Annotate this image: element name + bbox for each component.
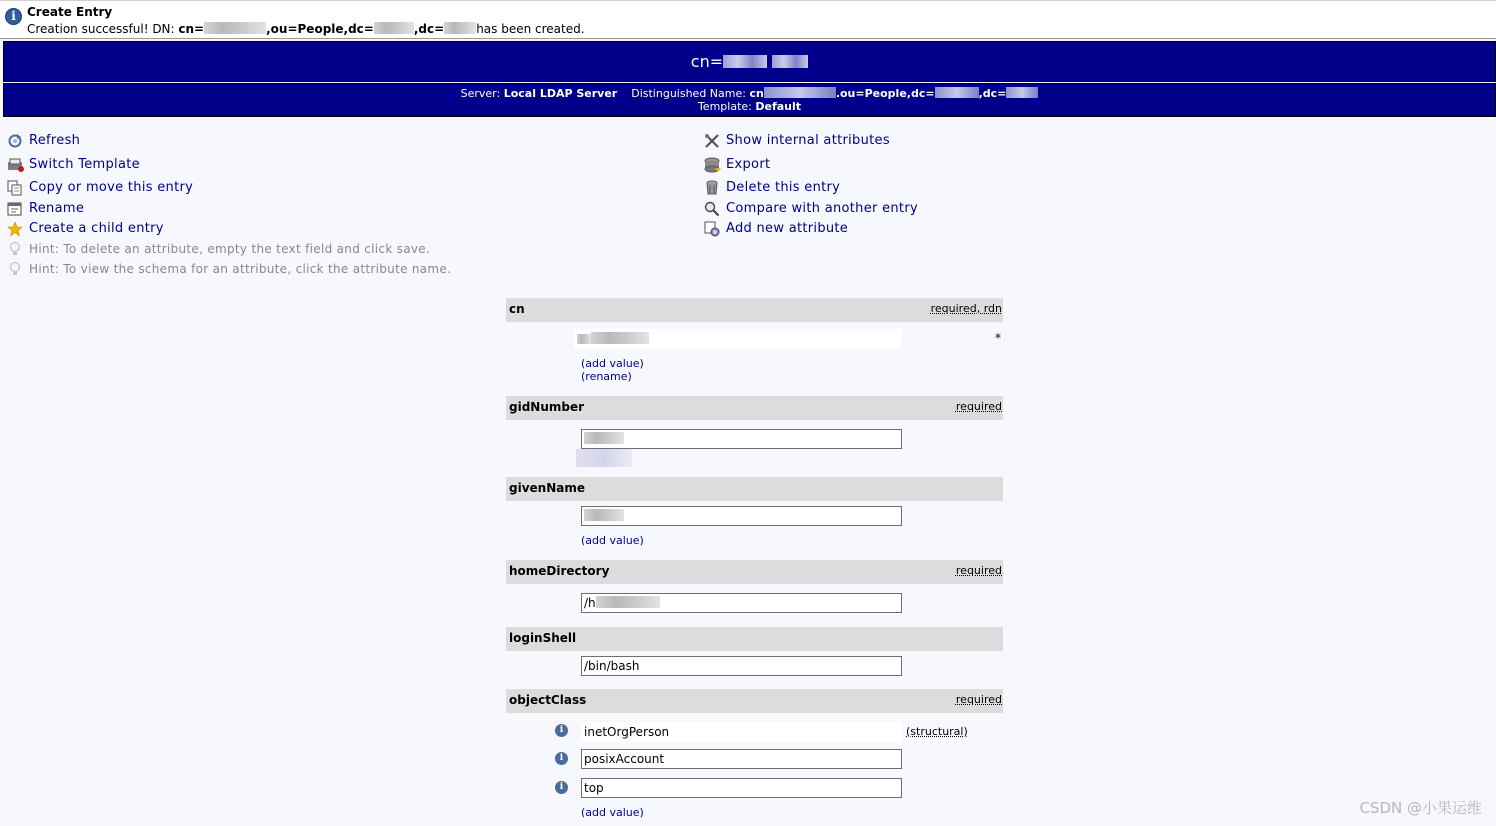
switch-template-label[interactable]: Switch Template (29, 157, 140, 172)
attr-header-gidnumber (506, 396, 1003, 420)
attr-required-homedirectory: required (955, 564, 1002, 577)
structural-link[interactable]: (structural) (906, 725, 968, 738)
cn-add-value-link[interactable]: (add value) (581, 357, 644, 370)
homedirectory-value: /h (584, 596, 596, 610)
dn-value (749, 87, 1038, 100)
template-row (4, 100, 1495, 113)
objectclass-top: top (584, 781, 604, 795)
homedirectory-field[interactable] (581, 593, 902, 613)
info-icon[interactable]: i (555, 752, 568, 765)
attr-name-homedirectory[interactable]: homeDirectory (509, 564, 610, 578)
redacted-block (591, 332, 649, 344)
info-icon: i (5, 8, 22, 25)
entry-header (3, 41, 1496, 82)
copy-move-label[interactable]: Copy or move this entry (29, 180, 194, 195)
entry-title-text: cn= (690, 52, 724, 71)
objectclass-add-value-link[interactable]: (add value) (581, 806, 644, 819)
rename-icon (7, 201, 23, 217)
objectclass-field-top[interactable] (581, 778, 902, 798)
rename-label[interactable]: Rename (29, 201, 85, 216)
compare-icon (704, 201, 720, 217)
attr-name-loginshell[interactable]: loginShell (509, 631, 577, 645)
hint-delete-text: Hint: To delete an attribute, empty the text field and click save. (29, 242, 431, 256)
objectclass-value-inetorgperson (581, 722, 902, 742)
attr-name-givenname[interactable]: givenName (509, 481, 585, 495)
server-label: Server: (460, 87, 501, 100)
attr-required-cn: required, rdn (930, 302, 1002, 315)
notice-suffix: has been created. (476, 22, 585, 36)
refresh-icon (7, 133, 23, 149)
hint-schema-text: Hint: To view the schema for an attribute, click the attribute name. (29, 262, 452, 276)
export-icon (704, 157, 720, 173)
watermark: CSDN @小果运维 (1359, 799, 1482, 817)
info-icon[interactable]: i (555, 781, 568, 794)
lightbulb-icon (7, 241, 23, 257)
notice-message (27, 22, 585, 36)
attr-name-objectclass[interactable]: objectClass (509, 693, 587, 707)
success-notice (0, 0, 1496, 39)
dn-label: Distinguished Name: (631, 87, 746, 100)
notice-title: Create Entry (27, 5, 113, 19)
add-attribute-icon (704, 221, 720, 237)
redacted-block (204, 22, 266, 34)
server-value: Local LDAP Server (503, 87, 618, 100)
compare-label[interactable]: Compare with another entry (726, 201, 918, 216)
objectclass-inetorgperson: inetOrgPerson (584, 725, 670, 739)
show-internal-label[interactable]: Show internal attributes (726, 133, 890, 148)
redacted-block (1006, 87, 1038, 98)
redacted-block (444, 22, 476, 34)
star-icon (7, 221, 23, 237)
switch-template-icon (7, 157, 23, 173)
info-icon[interactable]: i (555, 724, 568, 737)
redacted-block (596, 596, 660, 608)
add-attribute-label[interactable]: Add new attribute (726, 221, 849, 236)
export-label[interactable]: Export (726, 157, 771, 172)
dn-value-prefix: cn (749, 87, 764, 100)
givenname-field[interactable] (581, 506, 902, 526)
tools-icon (704, 133, 720, 149)
template-label: Template: (697, 100, 752, 113)
dn-value-end: ,dc= (978, 87, 1007, 100)
redacted-block (584, 432, 624, 444)
dn-part1: cn= (178, 22, 205, 36)
entry-title (4, 52, 1495, 71)
objectclass-posixaccount: posixAccount (584, 752, 665, 766)
entry-meta (3, 83, 1496, 117)
givenname-add-value-link[interactable]: (add value) (581, 534, 644, 547)
attr-required-objectclass: required (955, 693, 1002, 706)
dn-part3: ,dc= (413, 22, 445, 36)
dn-value-mid: .ou=People,dc= (835, 87, 935, 100)
redacted-block (374, 22, 414, 34)
trash-icon (704, 180, 720, 196)
gidnumber-field[interactable] (581, 429, 902, 449)
server-dn-row (4, 87, 1495, 100)
redacted-block (764, 87, 836, 98)
create-child-label[interactable]: Create a child entry (29, 221, 164, 236)
notice-prefix: Creation successful! DN: (27, 22, 179, 36)
attr-header-cn (506, 298, 1003, 322)
cn-value-field[interactable] (574, 329, 901, 349)
redacted-block (935, 87, 979, 98)
attr-name-gidnumber[interactable]: gidNumber (509, 400, 585, 414)
gidnumber-dropdown-redacted[interactable] (576, 449, 632, 467)
redacted-block (772, 55, 808, 68)
copy-icon (7, 180, 23, 196)
attr-name-cn[interactable]: cn (509, 302, 525, 316)
lightbulb-icon (7, 261, 23, 277)
refresh-label[interactable]: Refresh (29, 133, 81, 148)
template-value: Default (755, 100, 802, 113)
delete-entry-label[interactable]: Delete this entry (726, 180, 841, 195)
attr-header-givenname (506, 477, 1003, 501)
redacted-block (723, 55, 767, 68)
loginshell-field[interactable] (581, 656, 902, 676)
loginshell-value: /bin/bash (584, 659, 640, 673)
objectclass-field-posixaccount[interactable] (581, 749, 902, 769)
attr-required-gidnumber: required (955, 400, 1002, 413)
cn-rename-link[interactable]: (rename) (581, 370, 632, 383)
attr-header-homedirectory (506, 560, 1003, 584)
redacted-block (584, 509, 624, 521)
attr-header-loginshell (506, 627, 1003, 651)
attr-header-objectclass (506, 689, 1003, 713)
required-marker: * (995, 331, 1001, 345)
dn-part2: ,ou=People,dc= (266, 22, 374, 36)
redacted-block (577, 334, 591, 344)
